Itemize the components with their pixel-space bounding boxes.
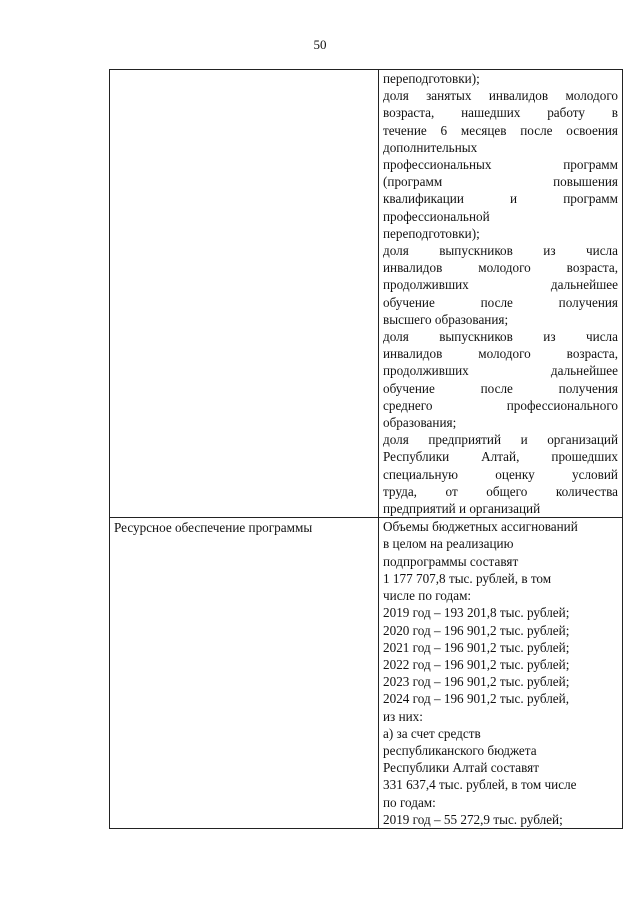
text-line: Республики Алтай составят [383, 760, 539, 776]
page-number: 50 [313, 37, 327, 52]
text-line: в целом на реализацию [383, 536, 514, 552]
table-row-indicators [110, 70, 623, 518]
text-line: 2021 год – 196 901,2 тыс. рублей; [383, 639, 570, 655]
row-label [114, 70, 374, 71]
text-line: дополнительных [383, 139, 478, 155]
text-line: 2020 год – 196 901,2 тыс. рублей; [383, 622, 570, 638]
text-line: (программ повышения [383, 174, 618, 190]
text-line: 2022 год – 196 901,2 тыс. рублей; [383, 656, 570, 672]
text-line: квалификации и программ [383, 191, 618, 207]
text-line: переподготовки); [383, 71, 480, 86]
text-line: среднего профессионального [383, 397, 618, 413]
text-line: переподготовки); [383, 225, 480, 241]
text-line: высшего образования; [383, 311, 509, 327]
program-table [109, 69, 623, 829]
resources-label-cell [110, 518, 379, 829]
text-line: 2024 год – 196 901,2 тыс. рублей, [383, 691, 569, 707]
text-line: доля выпускников из числа [383, 329, 618, 345]
text-line: Объемы бюджетных ассигнований [383, 519, 578, 535]
text-line: обучение после получения [383, 294, 618, 310]
text-line: инвалидов молодого возраста, [383, 346, 618, 362]
text-line: продолживших дальнейшее [383, 363, 618, 379]
indicators-value-cell [379, 70, 623, 518]
text-line: подпрограммы составят [383, 553, 519, 569]
text-line: течение 6 месяцев после освоения [383, 122, 618, 138]
text-line: из них: [383, 708, 423, 724]
resources-value-cell [379, 518, 623, 829]
table-row-resources [110, 518, 623, 829]
text-line: 2023 год – 196 901,2 тыс. рублей; [383, 674, 570, 690]
text-line: возраста, нашедших работу в [383, 105, 618, 121]
text-line: 1 177 707,8 тыс. рублей, в том [383, 570, 552, 586]
text-line: числе по годам: [383, 588, 472, 604]
text-line: предприятий и организаций [383, 501, 541, 517]
indicators-label-cell [110, 70, 379, 518]
text-line: 331 637,4 тыс. рублей, в том числе [383, 777, 577, 793]
text-line: доля занятых инвалидов молодого [383, 88, 618, 104]
text-line: 2019 год – 55 272,9 тыс. рублей; [383, 811, 563, 827]
text-line: образования; [383, 415, 457, 431]
text-line: а) за счет средств [383, 725, 481, 741]
text-line: специальную оценку условий [383, 466, 618, 482]
text-line: доля выпускников из числа [383, 243, 618, 259]
row-label: Ресурсное обеспечение программы [114, 520, 313, 536]
text-line: республиканского бюджета [383, 742, 537, 758]
text-line: по годам: [383, 794, 436, 810]
text-line: доля предприятий и организаций [383, 432, 618, 448]
text-line: профессиональной [383, 208, 490, 224]
text-line: продолживших дальнейшее [383, 277, 618, 293]
text-line: Республики Алтай, прошедших [383, 449, 618, 465]
text-line: инвалидов молодого возраста, [383, 260, 618, 276]
text-line: 2019 год – 193 201,8 тыс. рублей; [383, 605, 570, 621]
text-line: обучение после получения [383, 380, 618, 396]
text-line: труда, от общего количества [383, 483, 618, 499]
text-line: профессиональных программ [383, 157, 618, 173]
